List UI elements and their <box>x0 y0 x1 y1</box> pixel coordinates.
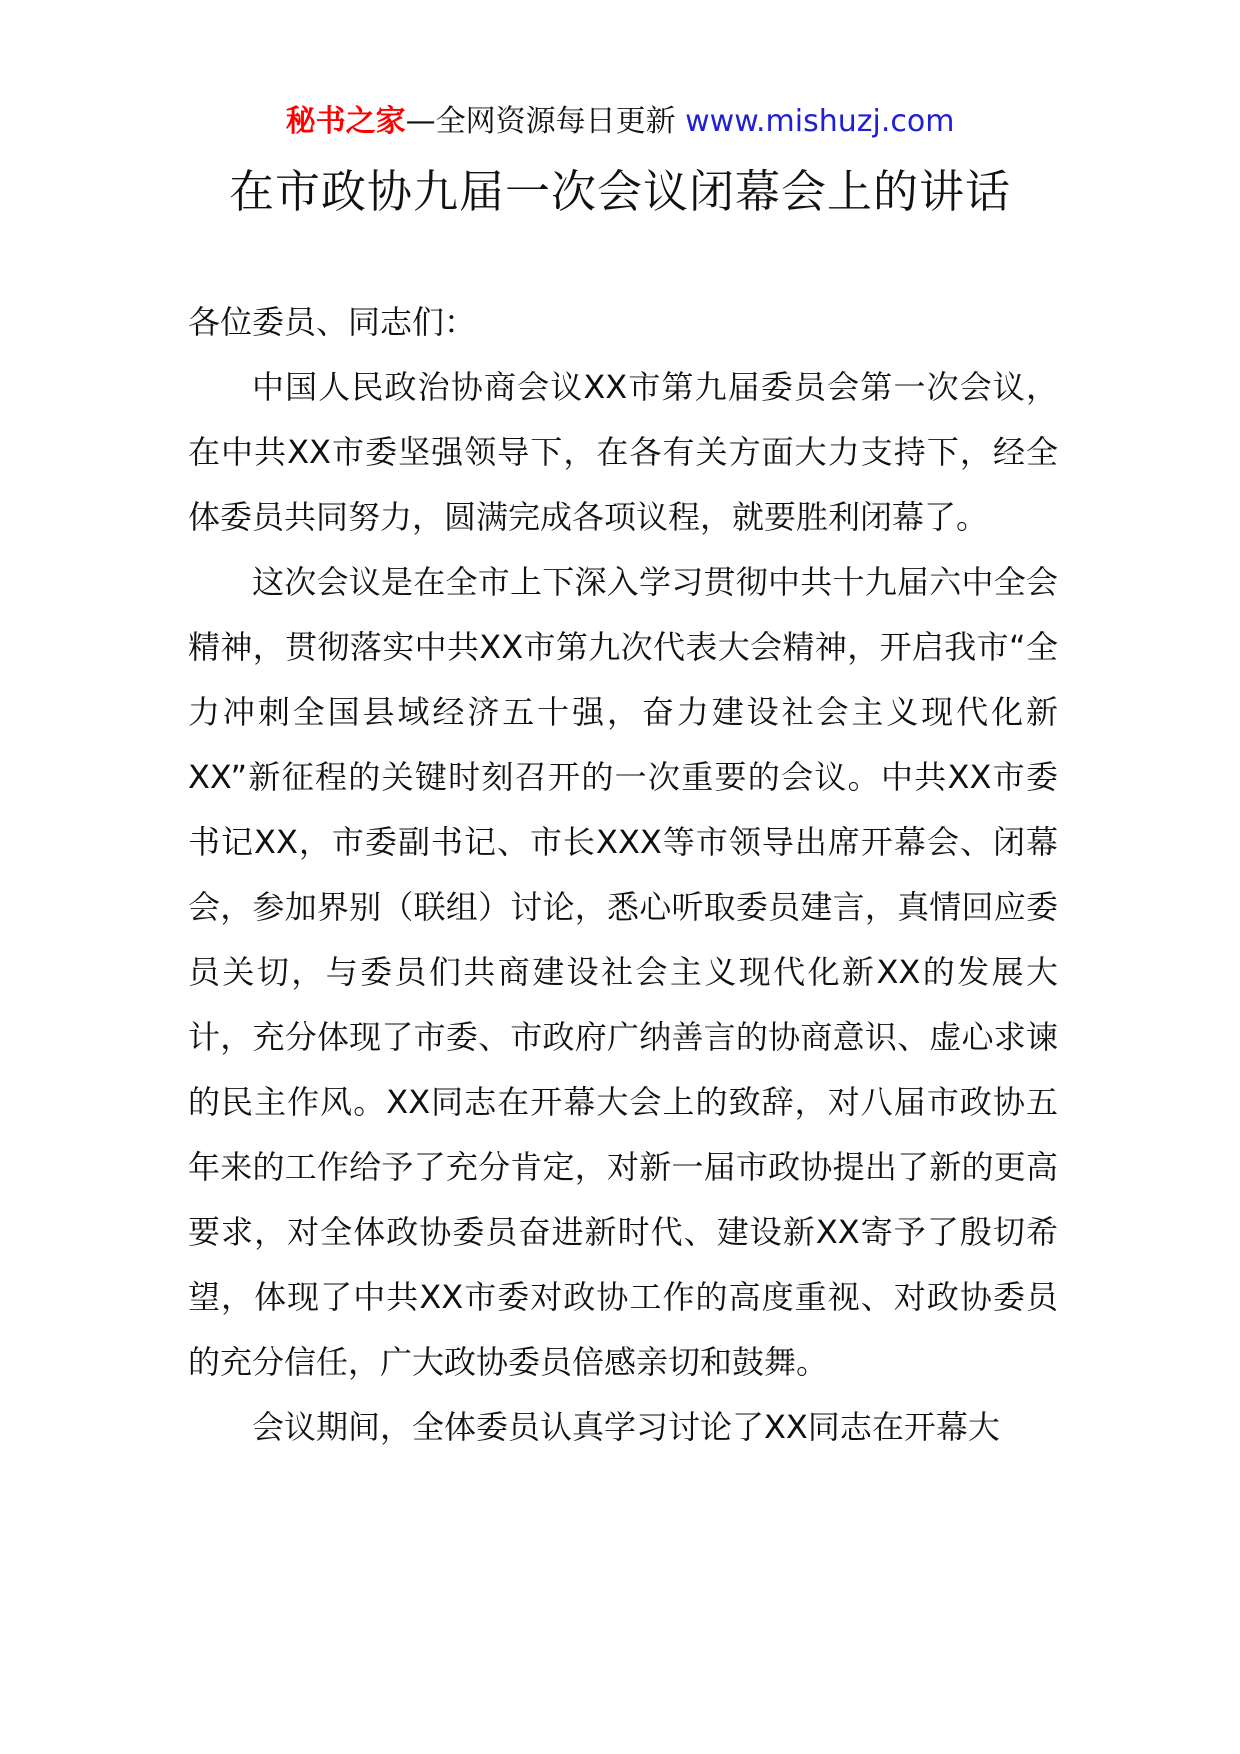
brand-name: 秘书之家 <box>285 104 406 139</box>
document-body <box>188 290 1058 1460</box>
paragraph: 会议期间，全体委员认真学习讨论了XX同志在开幕大 <box>252 1408 1000 1446</box>
site-url[interactable]: www.mishuzj.com <box>685 104 955 139</box>
header-tagline: —全网资源每日更新 <box>405 104 686 139</box>
page-header <box>0 100 1240 144</box>
paragraph: 中国人民政治协商会议XX市第九届委员会第一次会议，在中共XX市委坚强领导下，在各有关方面大力支持下，经全体委员共同努力，圆满完成各项议程，就要胜利闭幕了。 <box>188 368 1058 536</box>
paragraph: 这次会议是在全市上下深入学习贯彻中共十九届六中全会精神，贯彻落实中共XX市第九次代表大会精神，开启我市“全力冲刺全国县域经济五十强，奋力建设社会主义现代化新XX”新征程的关键时刻召开的一次重要的会议。中共XX市委书记XX，市委副书记、市长XXX等市领导出席开幕会、闭幕会，参加界别（联组）讨论，悉心听取委员建言，真情回应委员关切，与委员们共商建设社会主义现代化新XX的发展大计，充分体现了市委、市政府广纳善言的协商意识、虚心求谏的民主作风。XX同志在开幕大会上的致辞，对八届市政协五年来的工作给予了充分肯定，对新一届市政协提出了新的更高要求，对全体政协委员奋进新时代、建设新XX寄予了殷切希望，体现了中共XX市委对政协工作的高度重视、对政协委员的充分信任，广大政协委员倍感亲切和鼓舞。 <box>188 563 1058 1381</box>
document-title: 在市政协九届一次会议闭幕会上的讲话 <box>228 165 1011 218</box>
salutation: 各位委员、同志们： <box>188 303 477 341</box>
